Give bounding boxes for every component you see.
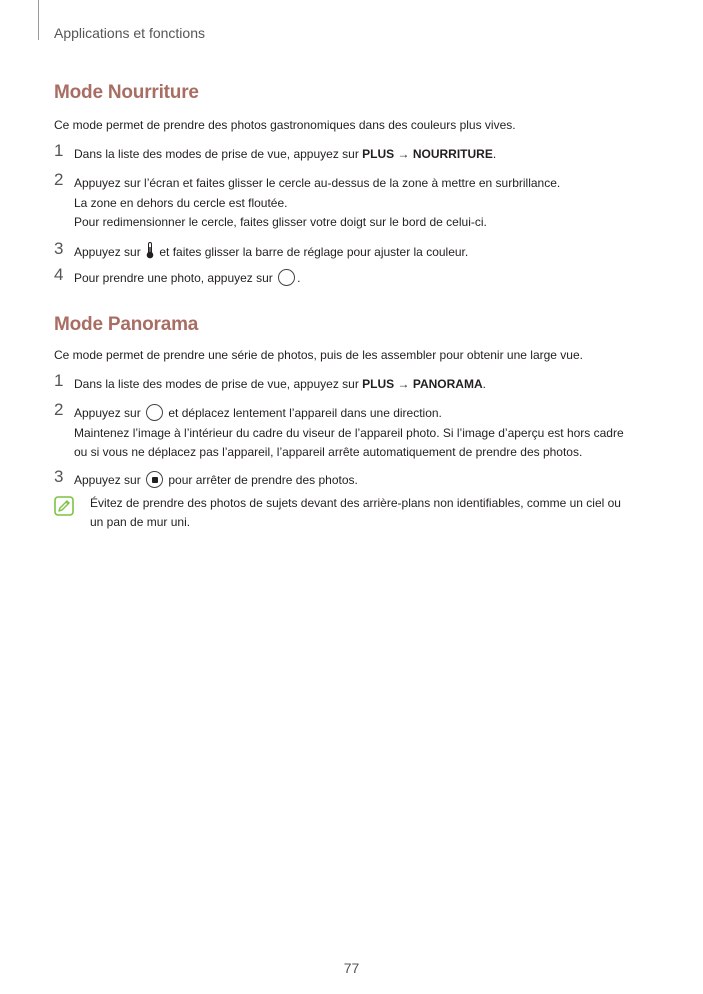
panorama-mode-intro: Ce mode permet de prendre une série de photos, puis de les assembler pour obtenir une large vue. bbox=[54, 348, 583, 362]
note-line: un pan de mur uni. bbox=[90, 515, 191, 529]
step-text bbox=[74, 174, 644, 233]
step-text-part: . bbox=[297, 271, 301, 285]
step-text-part: pour arrêter de prendre des photos. bbox=[165, 473, 358, 487]
step-text bbox=[74, 375, 644, 395]
step-text bbox=[74, 404, 644, 463]
food-mode-title: Mode Nourriture bbox=[54, 82, 199, 103]
step-number: 1 bbox=[54, 141, 64, 160]
shutter-button-icon bbox=[278, 269, 295, 286]
step-line: Appuyez sur l’écran et faites glisser le cercle au-dessus de la zone à mettre en surbrillance. bbox=[74, 176, 561, 190]
step-text-part: Appuyez sur bbox=[74, 245, 145, 259]
step-line: ou si vous ne déplacez pas l’appareil, l’appareil arrête automatiquement de prendre des photos. bbox=[74, 445, 583, 459]
step-number: 3 bbox=[54, 239, 64, 258]
step-number: 2 bbox=[54, 400, 64, 419]
step-text-part: . bbox=[492, 147, 497, 161]
step-text-part: Dans la liste des modes de prise de vue, appuyez sur bbox=[74, 377, 363, 391]
panorama-mode-title: Mode Panorama bbox=[54, 314, 199, 335]
step-text bbox=[74, 243, 644, 263]
step-number: 1 bbox=[54, 371, 64, 390]
step-text-part: Appuyez sur bbox=[74, 406, 145, 420]
step-text bbox=[74, 471, 644, 491]
page-header: Applications et fonctions bbox=[54, 25, 205, 41]
note-line: Évitez de prendre des photos de sujets devant des arrière-plans non identifiables, comme un ciel ou bbox=[90, 496, 621, 510]
step-text-part: et déplacez lentement l’appareil dans une direction. bbox=[165, 406, 442, 420]
shutter-button-icon bbox=[146, 404, 163, 421]
note-text bbox=[90, 494, 650, 532]
menu-path: PLUS → PANORAMA bbox=[362, 377, 483, 391]
step-text-part: et faites glisser la barre de réglage pour ajuster la couleur. bbox=[156, 245, 469, 259]
step-line: La zone en dehors du cercle est floutée. bbox=[74, 195, 288, 210]
step-text-part: . bbox=[482, 377, 486, 391]
step-line: Maintenez l’image à l’intérieur du cadre du viseur de l’appareil photo. Si l’image d’aperçu est hors cadre bbox=[74, 425, 624, 440]
step-text-part: Pour prendre une photo, appuyez sur bbox=[74, 271, 277, 285]
food-mode-intro: Ce mode permet de prendre des photos gastronomiques dans des couleurs plus vives. bbox=[54, 118, 516, 132]
step-text-part: Appuyez sur bbox=[74, 473, 145, 487]
step-text-part: Dans la liste des modes de prise de vue, appuyez sur bbox=[74, 147, 363, 161]
menu-path: PLUS → NOURRITURE bbox=[362, 147, 493, 161]
thermometer-icon bbox=[146, 242, 154, 259]
step-line: Pour redimensionner le cercle, faites glisser votre doigt sur le bord de celui-ci. bbox=[74, 215, 487, 229]
header-rule bbox=[38, 0, 39, 40]
note-pencil-icon bbox=[54, 496, 74, 516]
stop-button-icon bbox=[146, 471, 163, 488]
step-text bbox=[74, 145, 644, 165]
step-number: 2 bbox=[54, 170, 64, 189]
step-number: 4 bbox=[54, 265, 64, 284]
step-number: 3 bbox=[54, 467, 64, 486]
step-text bbox=[74, 269, 644, 289]
page-number: 77 bbox=[343, 960, 360, 976]
